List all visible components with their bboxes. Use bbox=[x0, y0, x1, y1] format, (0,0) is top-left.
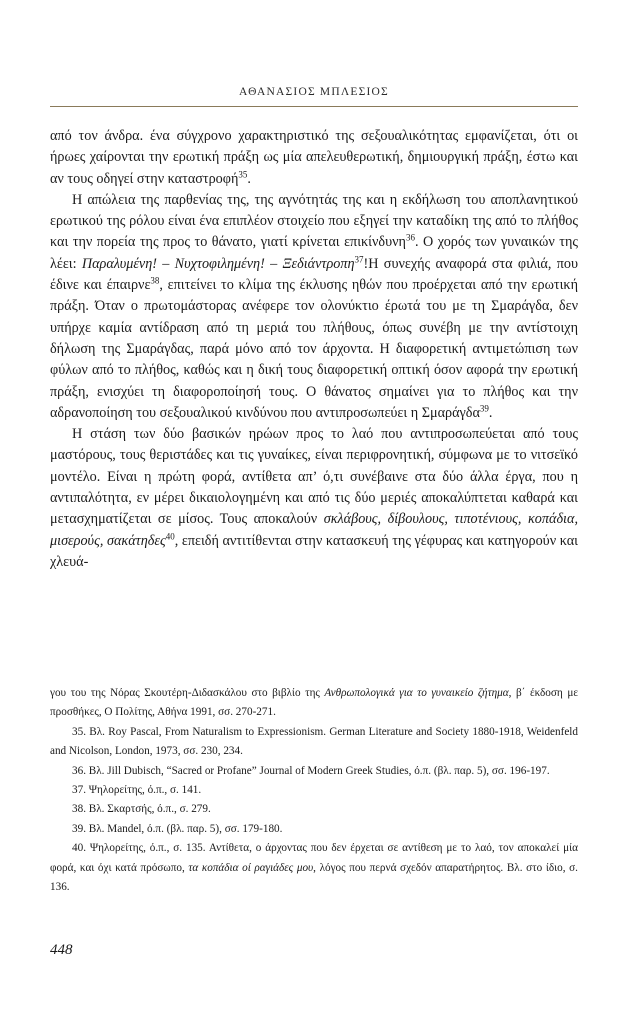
page-number: 448 bbox=[50, 942, 73, 958]
footnote-36: 36. Βλ. Jill Dubisch, “Sacred or Profane” Journal of Modern Greek Studies, ό.π. (βλ. παρ. 5), σσ. 196-197. bbox=[72, 764, 550, 777]
header-rule bbox=[50, 106, 578, 107]
footnote-40: 40. Ψηλορείτης, ό.π., σ. 135. Αντίθετα, ο άρχοντας που δεν έρχεται σε αντίθεση με το λαό, τον αποκαλεί μία φορά, και όχι κατά πρόσωπο, τα κοπάδια οί ραγιάδες μου, λόγος που περνά σχεδόν απαρατήρητος. Βλ. στο ίδιο, σ. 136. bbox=[50, 842, 578, 894]
footnotes bbox=[50, 684, 578, 897]
footnote-39: 39. Βλ. Mandel, ό.π. (βλ. παρ. 5), σσ. 179-180. bbox=[72, 822, 283, 835]
footnote-37: 37. Ψηλορείτης, ό.π., σ. 141. bbox=[72, 784, 202, 797]
paragraph-2: Η απώλεια της παρθενίας της, της αγνότητάς της και η εκδήλωση του αποπλανητικού ερωτικού της ρόλου είναι ένα επιπλέον στοιχείο που εξηγεί την καταδίκη της από το πλήθος και την πορεία της προς το θάνατο, γιατί κρίνεται επικίνδυνη$^{36}$. Ο χορός των γυναικών της λέει: Παραλυμένη! – Νυχτοφιλημένη! – Ξεδιάντροπη$^{37}$!Η συνεχής αναφορά στα φιλιά, που έδινε και έπαιρνε$^{38}$, επιτείνει το κλίμα της έκλυσης ηθών που προέρχεται από την ερωτική πράξη. Όταν ο πρωτομάστορας ανέφερε τον ολονύκτιο έρωτά του με τη Σμαράγδα, δεν υπήρχε καμία αντίδραση από τη μεριά του πλήθους, όπως συνέβη με την αντίστοιχη δήλωση της Σμαράγδας, παρά μόνο από τον άρχοντα. Η διαφορετική αντιμετώπιση των φύλων από το πλήθος, καθώς και η δική τους διαφορετική οπτική όσον αφορά την ερωτική πράξη, ενισχύει τη διαφοροποίησή τους. Ο θάνατος σημαίνει για το πλήθος και την αδρανοποίηση του σεξουαλικού κινδύνου που αντιπροσωπεύει η Σμαράγδα$^{39}$. bbox=[50, 191, 578, 421]
main-text bbox=[50, 126, 578, 573]
footnote-continuation: γου του της Νόρας Σκουτέρη-Διδασκάλου στο βιβλίο της Ανθρωπολογικά για το γυναικείο ζήτημα, β΄ έκδοση με προσθήκες, Ο Πολίτης, Αθήνα 1991, σσ. 270-271. bbox=[50, 687, 579, 719]
footnote-38: 38. Βλ. Σκαρτσής, ό.π., σ. 279. bbox=[72, 803, 211, 816]
paragraph-1: από τον άνδρα. ένα σύγχρονο χαρακτηριστικό της σεξουαλικότητας εμφανίζεται, ότι οι ήρωες χαίρονται την ερωτική πράξη ως μία απελευθερωτική, δημιουργική πράξη, έστω και αν τους οδηγεί στην καταστροφή$^{35}$. bbox=[50, 128, 578, 187]
footnote-35: 35. Βλ. Roy Pascal, From Naturalism to Expressionism. German Literature and Society 1880-1918, Weidenfeld and Nicolson, London, 1973, σσ. 230, 234. bbox=[50, 725, 578, 758]
paragraph-3: Η στάση των δύο βασικών ηρώων προς το λαό που αντιπροσωπεύεται από τους μαστόρους, τους θεριστάδες και τις γυναίκες, είναι περιφρονητική, σύμφωνα με το νιτσεϊκό μοντέλο. Είναι η πρώτη φορά, αντίθετα απ’ ό,τι συνέβαινε στα δύο άλλα έργα, που η αντιπαλότητα, εν μέρει δικαιολογημένη και από τις δύο μεριές αποκαλύπτεται καθαρά και μετασχηματίζεται σε μίσος. Τους αποκαλούν σκλάβους, δίβουλους, τιποτένιους, κοπάδια, μισερούς, σακάτηδες$^{40}$, επειδή αντιτίθενται στην κατασκευή της γέφυρας και κατηγορούν και χλευά- bbox=[50, 426, 578, 570]
running-header: ΑΘΑΝΑΣΙΟΣ ΜΠΛΕΣΙΟΣ bbox=[239, 86, 389, 98]
